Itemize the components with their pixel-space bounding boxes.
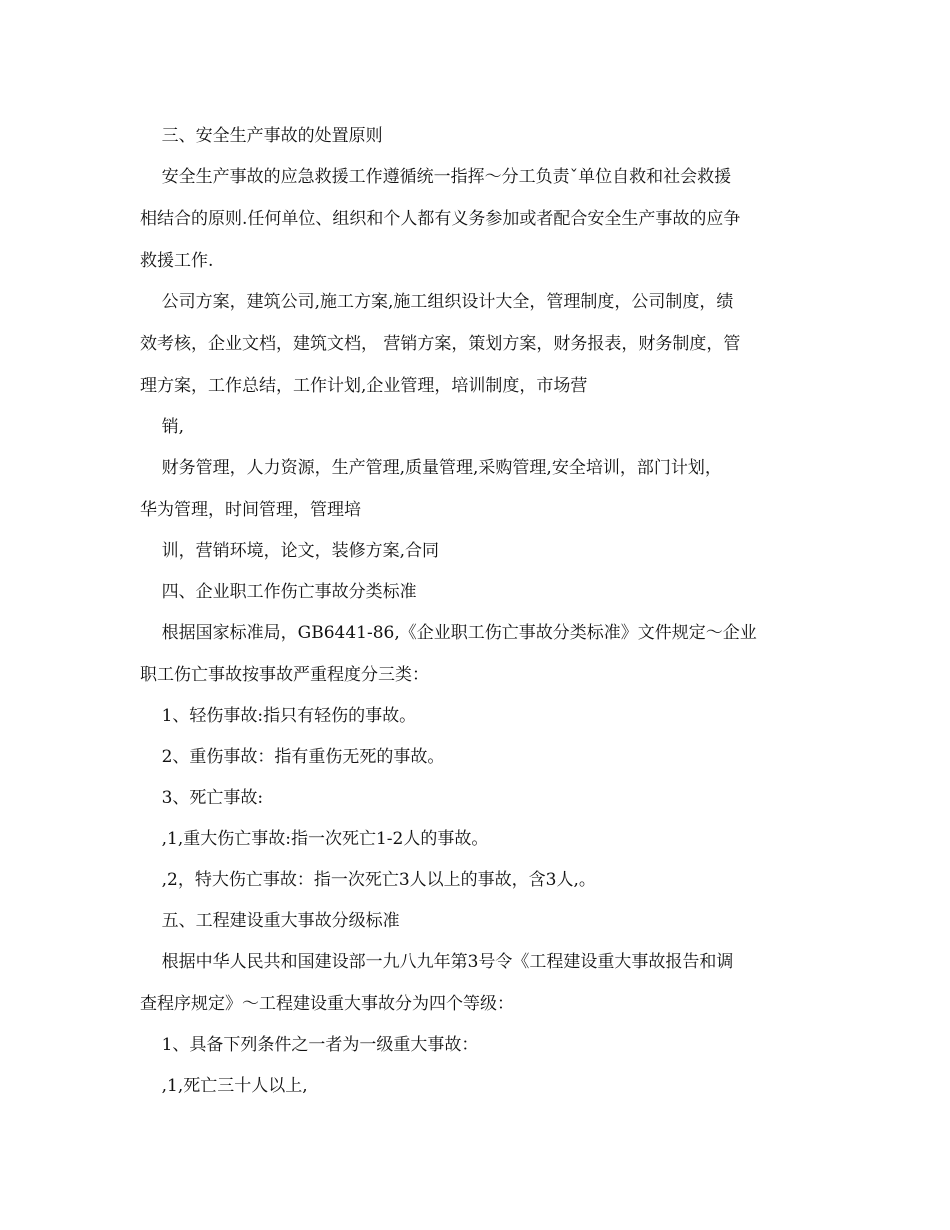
- list-subitem: ,1,重大伤亡事故:指一次死亡1-2人的事故。: [140, 829, 489, 849]
- list-subitem: ,2，特大伤亡事故：指一次死亡3人以上的事故，含3人,。: [140, 870, 596, 890]
- paragraph-line: 根据中华人民共和国建设部一九八九年第3号令《工程建设重大事故报告和调: [140, 952, 734, 972]
- paragraph-line: 根据国家标准局，GB6441-86,《企业职工伤亡事故分类标准》文件规定～企业: [140, 623, 757, 643]
- paragraph-line: 公司方案，建筑公司,施工方案,施工组织设计大全，管理制度，公司制度，绩: [140, 292, 734, 312]
- document-body: [140, 125, 805, 1097]
- list-item: 1、具备下列条件之一者为一级重大事故：: [140, 1035, 479, 1055]
- paragraph-line: 职工伤亡事故按事故严重程度分三类：: [140, 665, 429, 685]
- section-heading-5: 五、工程建设重大事故分级标准: [140, 911, 400, 931]
- paragraph-line: 财务管理，人力资源，生产管理,质量管理,采购管理,安全培训，部门计划，: [140, 458, 722, 478]
- paragraph-line: 理方案，工作总结，工作计划,企业管理，培训制度，市场营: [140, 376, 588, 396]
- list-subitem: ,1,死亡三十人以上,: [140, 1076, 308, 1096]
- paragraph-line: 效考核，企业文档，建筑文档， 营销方案，策划方案，财务报表，财务制度，管: [140, 334, 741, 354]
- paragraph-line: 华为管理，时间管理，管理培: [140, 500, 361, 520]
- list-item: 2、重伤事故：指有重伤无死的事故。: [140, 747, 445, 767]
- paragraph-line: 查程序规定》～工程建设重大事故分为四个等级：: [140, 994, 514, 1014]
- list-item: 1、轻伤事故:指只有轻伤的事故。: [140, 706, 417, 726]
- paragraph-line: 安全生产事故的应急救援工作遵循统一指挥～分工负责ˇ单位自救和社会救援: [140, 167, 732, 187]
- section-heading-4: 四、企业职工作伤亡事故分类标准: [140, 582, 417, 602]
- paragraph-line: 相结合的原则.任何单位、组织和个人都有义务参加或者配合安全生产事故的应争: [140, 209, 741, 229]
- paragraph-line: 救援工作.: [140, 251, 214, 271]
- section-heading-3: 三、安全生产事故的处置原则: [140, 126, 383, 146]
- paragraph-line: 销,: [140, 417, 185, 437]
- paragraph-line: 训，营销环境，论文，装修方案,合同: [140, 541, 440, 561]
- list-item: 3、死亡事故:: [140, 788, 264, 808]
